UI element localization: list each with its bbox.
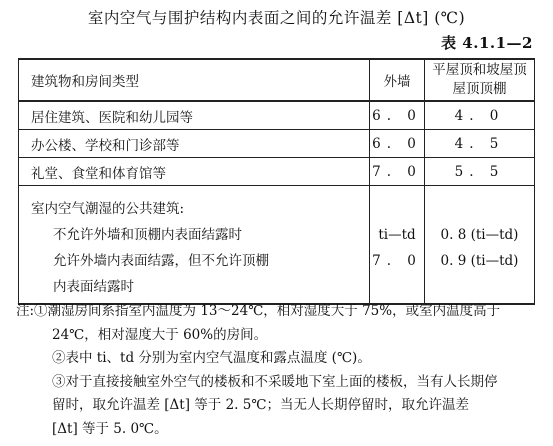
header-outer-wall: 外墙 [370,59,425,101]
note-3-line-1: ③对于直接接触室外空气的楼板和不采暖地下室上面的楼板，当有人长期停 [52,373,498,390]
header-roof-line2: 屋顶顶棚 [452,81,507,97]
row-type: 居住建筑、医院和幼儿园等 [19,101,370,130]
note-3-line-3: [Δt] 等于 5. 0℃。 [52,420,168,437]
note-1-line-1: 注:①潮湿房间系指室内温度为 13～24℃，相对湿度大于 75%，或室内温度高于 [16,303,501,319]
humid-type-cell [19,186,370,305]
note-3-line-2: 留时，取允许温差 [Δt] 等于 2. 5℃；当无人长期停留时，取允许温差 [52,397,469,413]
page-title: 室内空气与围护结构内表面之间的允许温差 [Δt] (℃) [87,9,466,27]
humid-item2-roof: 0. 9 (ti—td) [440,253,519,269]
humid-roof-cell [425,186,535,305]
humid-item2-line2: 内表面结露时 [53,279,134,295]
table-notes [16,300,541,441]
table-row [19,101,535,130]
row-type: 办公楼、学校和门诊部等 [19,130,370,158]
humid-heading: 室内空气潮湿的公共建筑: [31,201,185,217]
humid-item1-wall: ti—td [378,227,416,243]
table-number: 表 4.1.1—2 [441,34,533,52]
humid-item1-roof: 0. 8 (ti—td) [440,227,519,243]
row-wall-value: 6. 0 [370,101,425,130]
table-row [19,158,535,186]
row-type: 礼堂、食堂和体育馆等 [19,158,370,186]
header-roof [425,59,535,101]
row-wall-value: 7. 0 [370,158,425,186]
row-wall-value: 6. 0 [370,130,425,158]
table-row [19,130,535,158]
row-roof-value: 5. 5 [425,158,535,186]
note-2: ②表中 ti、td 分别为室内空气温度和露点温度 (℃)。 [52,350,371,366]
humid-item1: 不允许外墙和顶棚内表面结露时 [53,227,242,243]
humid-item2-wall: 7. 0 [372,253,422,269]
table-row-humid [19,186,535,305]
note-1-line-2: 24℃，相对湿度大于 60%的房间。 [52,326,268,343]
row-roof-value: 4. 5 [425,130,535,158]
row-roof-value: 4. 0 [425,101,535,130]
header-building-type: 建筑物和房间类型 [19,59,370,101]
humid-wall-cell [370,186,425,305]
humid-item2-line1: 允许外墙内表面结露，但不允许顶棚 [53,253,269,269]
table-header-row [19,59,535,101]
header-roof-line1: 平屋顶和坡屋顶 [432,62,527,78]
temperature-difference-table [18,58,535,305]
